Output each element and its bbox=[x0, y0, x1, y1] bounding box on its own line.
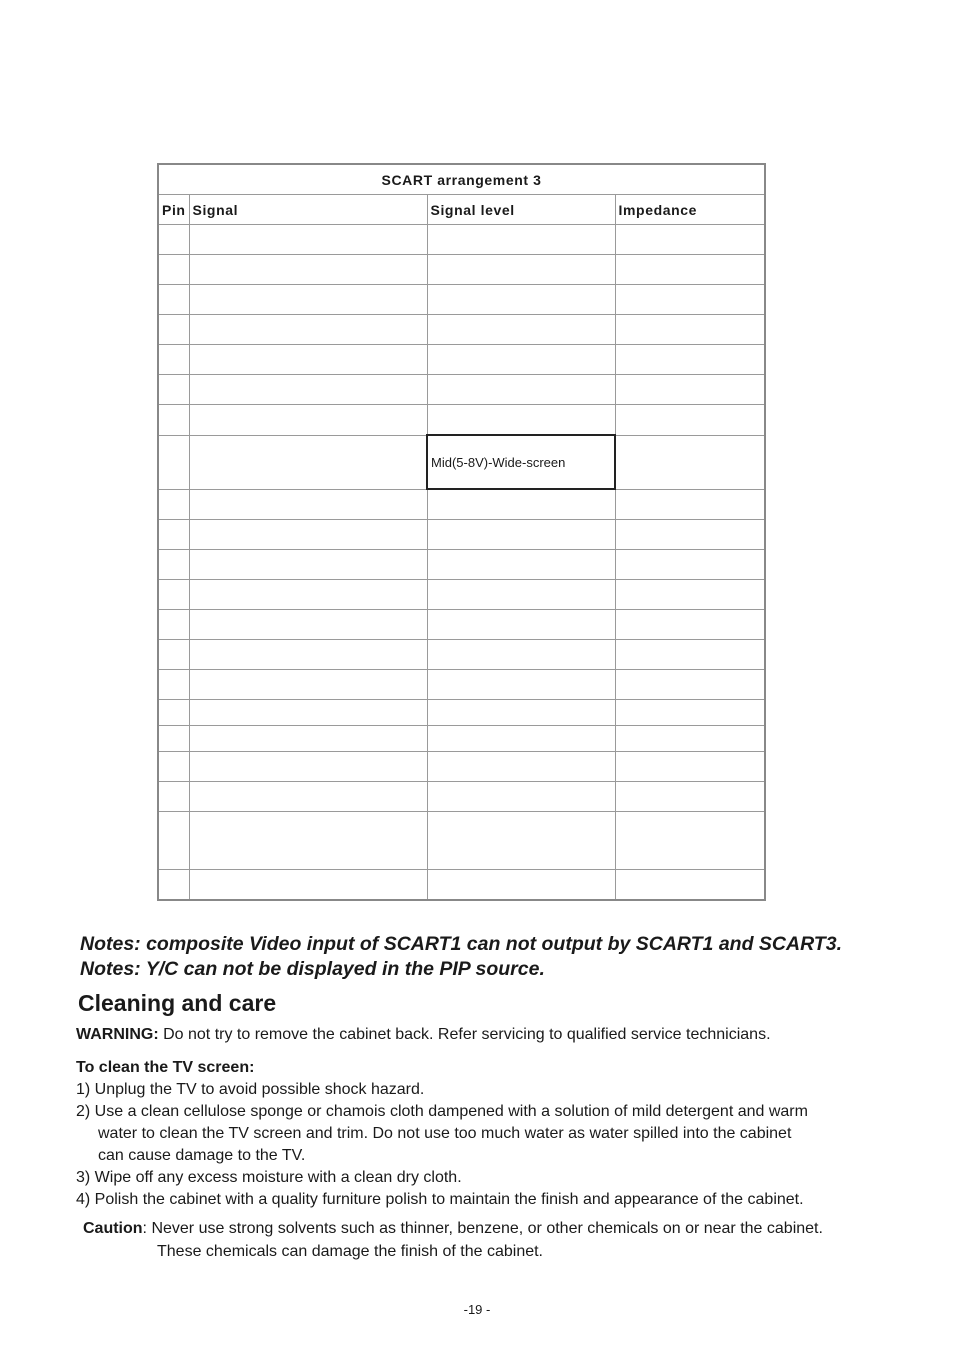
step-4: 4) Polish the cabinet with a quality furniture polish to maintain the finish and appearance of the cabinet. bbox=[76, 1191, 804, 1208]
caution-label: Caution bbox=[83, 1220, 143, 1237]
section-title: Cleaning and care bbox=[78, 990, 277, 1016]
caution bbox=[83, 1217, 823, 1263]
table-row bbox=[158, 580, 765, 610]
page-number: -19 - bbox=[463, 1302, 491, 1317]
table-row bbox=[158, 285, 765, 315]
caution-text-cont: These chemicals can damage the finish of the cabinet. bbox=[157, 1243, 543, 1260]
caution-text: : Never use strong solvents such as thinner, benzene, or other chemicals on or near the cabinet. bbox=[142, 1220, 823, 1237]
step-3: 3) Wipe off any excess moisture with a clean dry cloth. bbox=[76, 1169, 462, 1186]
step-2-cont: can cause damage to the TV. bbox=[98, 1147, 306, 1164]
warning bbox=[76, 1026, 771, 1044]
table-row bbox=[158, 345, 765, 375]
note-1: Notes: composite Video input of SCART1 can not output by SCART1 and SCART3. bbox=[80, 933, 842, 955]
table-row bbox=[158, 700, 765, 726]
table-row bbox=[158, 489, 765, 520]
notes bbox=[80, 932, 842, 982]
step-2-cont: water to clean the TV screen and trim. Do not use too much water as water spilled into the cabinet bbox=[98, 1125, 792, 1142]
table-row bbox=[158, 610, 765, 640]
table-row bbox=[158, 670, 765, 700]
table-row bbox=[158, 255, 765, 285]
cleaning-steps bbox=[76, 1079, 896, 1211]
warning-text: Do not try to remove the cabinet back. Refer servicing to qualified service technicians. bbox=[163, 1026, 771, 1043]
table-row bbox=[158, 435, 765, 489]
table-title: SCART arrangement 3 bbox=[158, 164, 765, 195]
table-row bbox=[158, 782, 765, 812]
table-row bbox=[158, 375, 765, 405]
table-row bbox=[158, 405, 765, 436]
warning-label: WARNING: bbox=[76, 1026, 159, 1043]
note-2: Notes: Y/C can not be displayed in the PIP source. bbox=[80, 958, 545, 980]
scart-table bbox=[157, 163, 766, 901]
step-2: 2) Use a clean cellulose sponge or chamois cloth dampened with a solution of mild detergent and warm bbox=[76, 1103, 808, 1120]
signal-level-cell: Mid(5-8V)-Wide-screen bbox=[427, 435, 615, 489]
table-row bbox=[158, 870, 765, 901]
table-row bbox=[158, 315, 765, 345]
table-row bbox=[158, 752, 765, 782]
clean-heading: To clean the TV screen: bbox=[76, 1059, 255, 1076]
table-row bbox=[158, 726, 765, 752]
table-row bbox=[158, 812, 765, 870]
step-1: 1) Unplug the TV to avoid possible shock hazard. bbox=[76, 1081, 425, 1098]
table-row bbox=[158, 520, 765, 550]
header-impedance: Impedance bbox=[615, 195, 765, 225]
header-signal: Signal bbox=[189, 195, 427, 225]
table-row bbox=[158, 225, 765, 255]
table-row bbox=[158, 550, 765, 580]
header-signal-level: Signal level bbox=[427, 195, 615, 225]
header-pin: Pin bbox=[158, 195, 189, 225]
table-row bbox=[158, 640, 765, 670]
